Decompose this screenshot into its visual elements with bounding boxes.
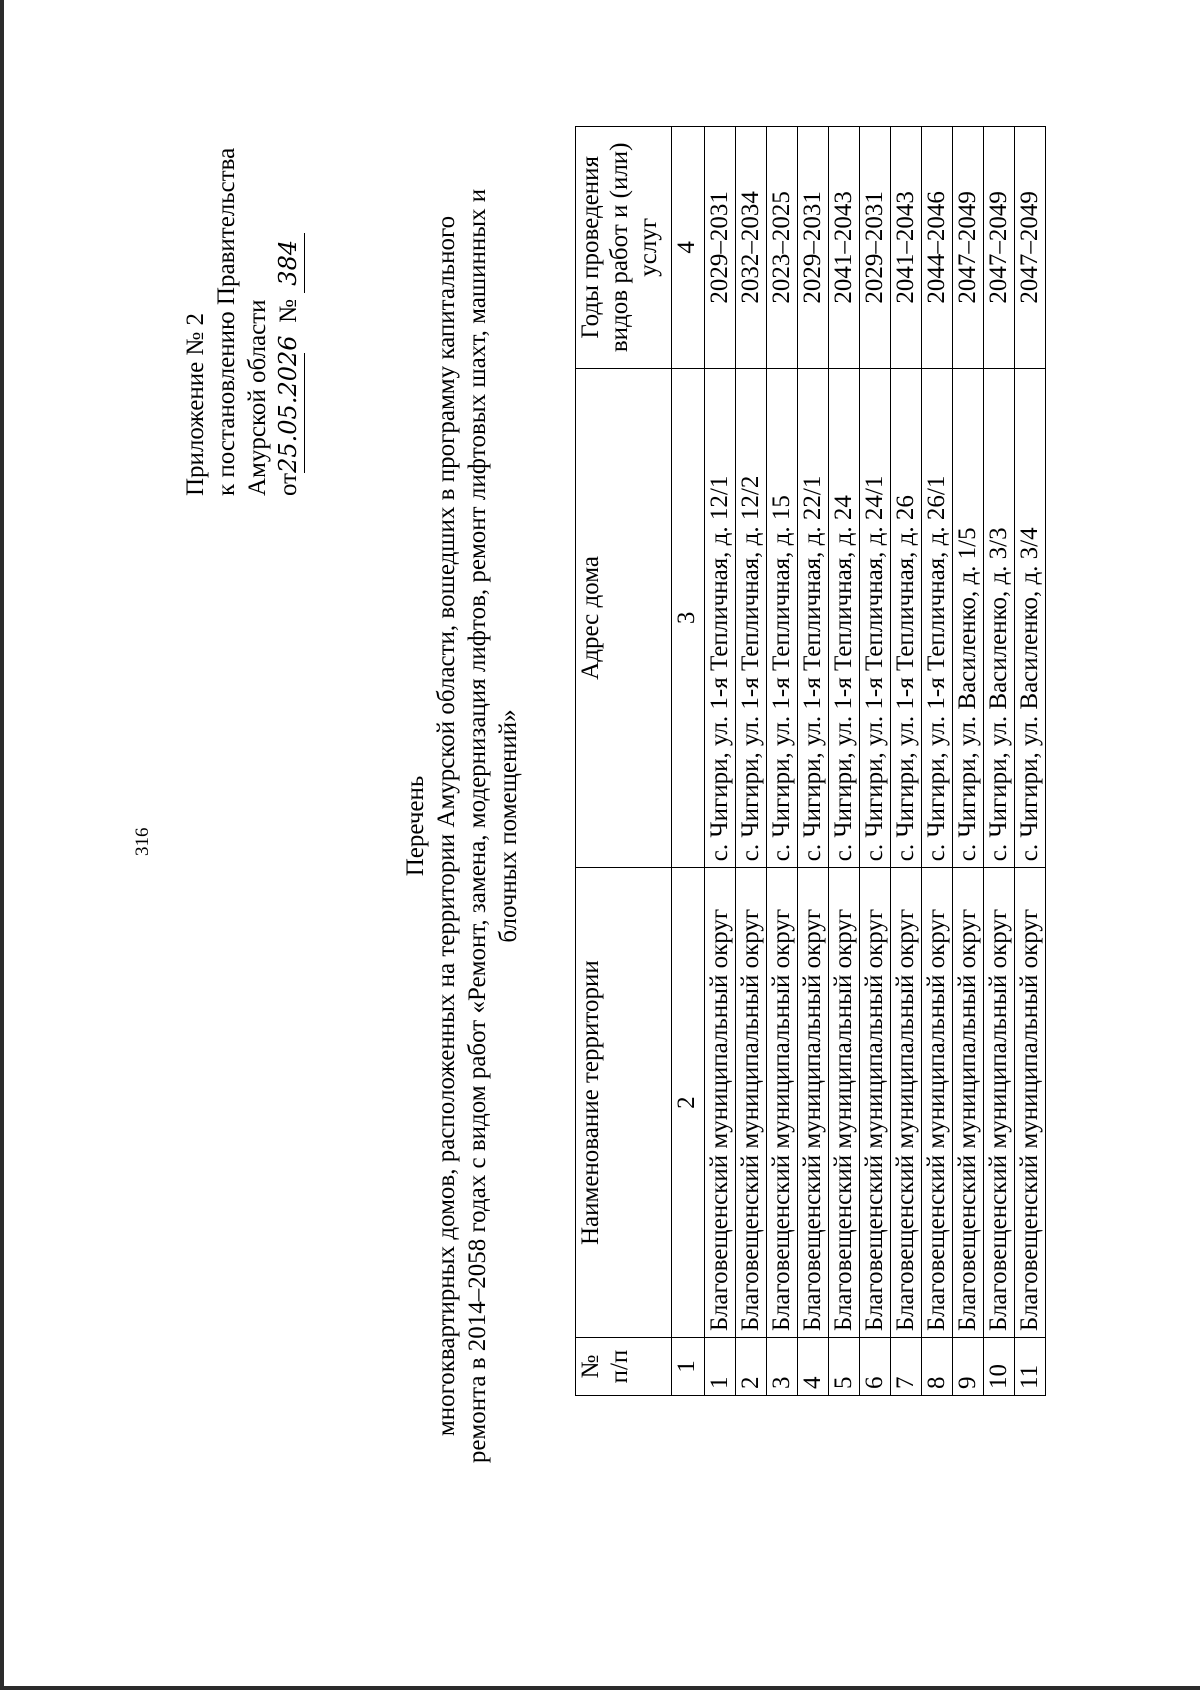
row-years: 2041–2043 bbox=[829, 127, 860, 369]
appendix-block bbox=[180, 148, 305, 496]
rotated-sheet bbox=[50, 96, 1080, 1556]
header-years: Годы проведения видов работ и (или) услуг bbox=[576, 127, 672, 369]
title-line-2: ремонта в 2014–2058 годах с видом работ «Ремонт, замена, модернизация лифтов, ремонт лифтовых шахт, машинных и bbox=[464, 188, 491, 1464]
row-territory: Благовещенский муниципальный округ bbox=[798, 868, 829, 1338]
table-row bbox=[1015, 127, 1046, 1396]
row-address: с. Чигири, ул. Василенко, д. 3/4 bbox=[1015, 368, 1046, 868]
handwritten-date: 25.05.2026 bbox=[273, 353, 305, 473]
row-number: 11 bbox=[1015, 1338, 1046, 1396]
date-prefix: от bbox=[275, 472, 302, 496]
title-heading: Перечень bbox=[402, 775, 429, 877]
index-cell: 1 bbox=[672, 1338, 705, 1396]
table-row bbox=[891, 127, 922, 1396]
row-years: 2044–2046 bbox=[922, 127, 953, 369]
row-address: с. Чигири, ул. 1-я Тепличная, д. 24 bbox=[829, 368, 860, 868]
index-cell: 3 bbox=[672, 368, 705, 868]
row-years: 2041–2043 bbox=[891, 127, 922, 369]
table-header-row bbox=[576, 127, 672, 1396]
row-number: 2 bbox=[736, 1338, 767, 1396]
row-territory: Благовещенский муниципальный округ bbox=[860, 868, 891, 1338]
row-number: 1 bbox=[705, 1338, 736, 1396]
appendix-line-1: Приложение № 2 bbox=[182, 312, 209, 496]
table-row bbox=[829, 127, 860, 1396]
table-row bbox=[705, 127, 736, 1396]
row-territory: Благовещенский муниципальный округ bbox=[1015, 868, 1046, 1338]
document-title bbox=[400, 96, 524, 1556]
row-number: 10 bbox=[984, 1338, 1015, 1396]
row-number: 9 bbox=[953, 1338, 984, 1396]
row-years: 2047–2049 bbox=[1015, 127, 1046, 369]
row-territory: Благовещенский муниципальный округ bbox=[922, 868, 953, 1338]
row-address: с. Чигири, ул. Василенко, д. 1/5 bbox=[953, 368, 984, 868]
title-line-1: многоквартирных домов, расположенных на территории Амурской области, вошедших в программу капитального bbox=[433, 215, 460, 1437]
row-territory: Благовещенский муниципальный округ bbox=[829, 868, 860, 1338]
row-number: 5 bbox=[829, 1338, 860, 1396]
header-territory: Наименование территории bbox=[576, 868, 672, 1338]
row-years: 2047–2049 bbox=[953, 127, 984, 369]
row-territory: Благовещенский муниципальный округ bbox=[984, 868, 1015, 1338]
row-years: 2029–2031 bbox=[705, 127, 736, 369]
row-address: с. Чигири, ул. Василенко, д. 3/3 bbox=[984, 368, 1015, 868]
row-number: 3 bbox=[767, 1338, 798, 1396]
row-years: 2023–2025 bbox=[767, 127, 798, 369]
number-prefix: № bbox=[275, 299, 302, 323]
header-address: Адрес дома bbox=[576, 368, 672, 868]
row-number: 4 bbox=[798, 1338, 829, 1396]
table-row bbox=[767, 127, 798, 1396]
row-territory: Благовещенский муниципальный округ bbox=[705, 868, 736, 1338]
appendix-line-3: Амурской области bbox=[244, 299, 271, 496]
table-row bbox=[736, 127, 767, 1396]
row-address: с. Чигири, ул. 1-я Тепличная, д. 26 bbox=[891, 368, 922, 868]
row-address: с. Чигири, ул. 1-я Тепличная, д. 24/1 bbox=[860, 368, 891, 868]
table-row bbox=[860, 127, 891, 1396]
page-number: 316 bbox=[132, 827, 153, 856]
row-number: 8 bbox=[922, 1338, 953, 1396]
header-number: № п/п bbox=[576, 1338, 672, 1396]
table-row bbox=[953, 127, 984, 1396]
row-years: 2029–2031 bbox=[860, 127, 891, 369]
houses-table bbox=[575, 126, 1046, 1396]
table-row bbox=[984, 127, 1015, 1396]
row-address: с. Чигири, ул. 1-я Тепличная, д. 26/1 bbox=[922, 368, 953, 868]
row-number: 7 bbox=[891, 1338, 922, 1396]
table-row bbox=[798, 127, 829, 1396]
row-number: 6 bbox=[860, 1338, 891, 1396]
row-address: с. Чигири, ул. 1-я Тепличная, д. 22/1 bbox=[798, 368, 829, 868]
row-territory: Благовещенский муниципальный округ bbox=[953, 868, 984, 1338]
index-cell: 2 bbox=[672, 868, 705, 1338]
handwritten-number: 384 bbox=[273, 233, 305, 293]
appendix-line-2: к постановлению Правительства bbox=[213, 147, 240, 496]
row-years: 2032–2034 bbox=[736, 127, 767, 369]
appendix-date-line bbox=[273, 148, 305, 496]
table-body bbox=[705, 127, 1046, 1396]
row-address: с. Чигири, ул. 1-я Тепличная, д. 12/2 bbox=[736, 368, 767, 868]
index-cell: 4 bbox=[672, 127, 705, 369]
table-index-row bbox=[672, 127, 705, 1396]
row-territory: Благовещенский муниципальный округ bbox=[736, 868, 767, 1338]
title-line-3: блочных помещений» bbox=[495, 709, 522, 943]
table-row bbox=[922, 127, 953, 1396]
row-territory: Благовещенский муниципальный округ bbox=[891, 868, 922, 1338]
scan-edge-left bbox=[0, 0, 4, 1690]
scan-edge-bottom bbox=[0, 1686, 1200, 1690]
row-address: с. Чигири, ул. 1-я Тепличная, д. 12/1 bbox=[705, 368, 736, 868]
row-territory: Благовещенский муниципальный округ bbox=[767, 868, 798, 1338]
row-years: 2029–2031 bbox=[798, 127, 829, 369]
row-years: 2047–2049 bbox=[984, 127, 1015, 369]
row-address: с. Чигири, ул. 1-я Тепличная, д. 15 bbox=[767, 368, 798, 868]
